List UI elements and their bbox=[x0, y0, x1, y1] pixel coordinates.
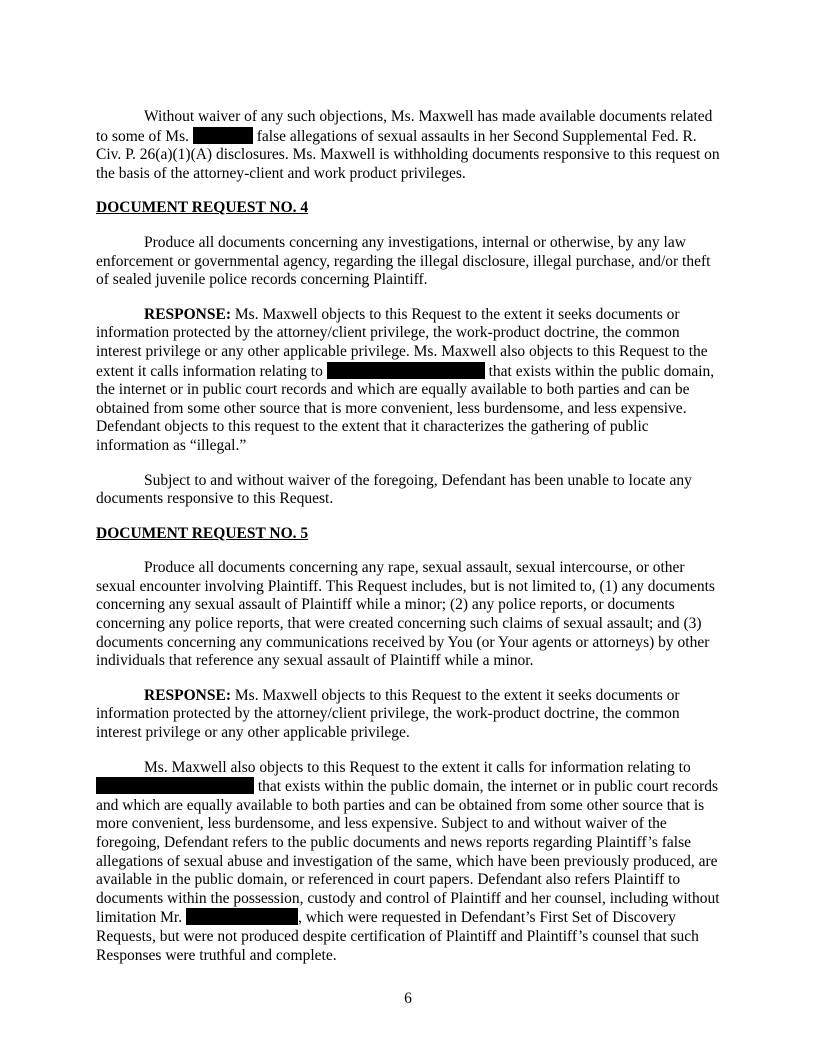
page-number: 6 bbox=[404, 990, 412, 1007]
text: that exists within the public domain, the internet or in public court records and which are equally available to both parties and can be obtained from some other source that is more convenient, less burdensome, and less expensive. Subject to and without waiver of the foregoing, Defendant refers to the public documents and news reports regarding Plaintiff’s false allegations of sexual abuse and investigation of the same, which have been previously produced, are available in the public domain, or referenced in court papers. Defendant also refers Plaintiff to documents within the possession, custody and control of Plaintiff and her counsel, including without limitation Mr. bbox=[96, 778, 720, 927]
text: Ms. Maxwell objects to this Request to the extent it seeks documents or information protected by the attorney/client privilege, the work-product doctrine, the common interest privilege or any other applicable privilege. Ms. Maxwell also objects to this Request to the extent it calls information relating to bbox=[96, 305, 708, 380]
response-label: RESPONSE: bbox=[144, 686, 231, 704]
document-body bbox=[96, 108, 722, 981]
request-4-subject: Subject to and without waiver of the foregoing, Defendant has been unable to locate any documents responsive to this Request. bbox=[96, 471, 692, 508]
text: Ms. Maxwell objects to this Request to the extent it seeks documents or information protected by the attorney/client privilege, the work-product doctrine, the common interest privilege or any other applicable privilege. bbox=[96, 686, 680, 742]
paragraph-without-waiver bbox=[96, 108, 722, 183]
response-label: RESPONSE: bbox=[144, 305, 231, 323]
request-5-text: Produce all documents concerning any rape, sexual assault, sexual intercourse, or other sexual encounter involving Plaintiff. This Request includes, but is not limited to, (1) any documents concerning any sexual assault of Plaintiff while a minor; (2) any police reports, or documents concerning any police reports, that were created concerning such claims of sexual assault; and (3) documents concerning any communications received by You (or Your agents or attorneys) by other individuals that reference any sexual assault of Plaintiff while a minor. bbox=[96, 559, 715, 670]
redaction-box bbox=[327, 362, 485, 379]
request-4-text: Produce all documents concerning any investigations, internal or otherwise, by any law enforcement or governmental agency, regarding the illegal disclosure, illegal purchase, and/or theft of sealed juvenile police records concerning Plaintiff. bbox=[96, 233, 711, 289]
text: Ms. Maxwell also objects to this Request to the extent it calls for information relating to bbox=[144, 758, 691, 776]
text: false allegations of sexual assaults in her Second Supplemental Fed. R. Civ. P. 26(a)(1)(A) disclosures. Ms. Maxwell is withholding documents responsive to this request on the basis of the attorney-client and work product privileges. bbox=[96, 127, 720, 182]
text: that exists within the public domain, the internet or in public court records and which are equally available to both parties and can be obtained from some other source that is more convenient, less burdensome, and less expensive. Defendant objects to this request to the extent that it characterizes the gathering of public information as “illegal.” bbox=[96, 362, 715, 454]
redaction-box bbox=[186, 908, 298, 925]
request-5-response bbox=[96, 687, 722, 743]
request-4-response bbox=[96, 306, 722, 456]
request-5-heading: DOCUMENT REQUEST NO. 5 bbox=[96, 524, 309, 542]
request-5-also-objects bbox=[96, 759, 722, 966]
text: , which were requested in Defendant’s First Set of Discovery Requests, but were not produced despite certification of Plaintiff and Plaintiff’s counsel that such Responses were truthful and complete. bbox=[96, 909, 699, 964]
text: Without waiver of any such objections, Ms. Maxwell has made available documents related to some of Ms. bbox=[96, 108, 713, 145]
redaction-box bbox=[193, 127, 253, 144]
request-4-heading: DOCUMENT REQUEST NO. 4 bbox=[96, 199, 309, 217]
redaction-box bbox=[96, 777, 254, 794]
